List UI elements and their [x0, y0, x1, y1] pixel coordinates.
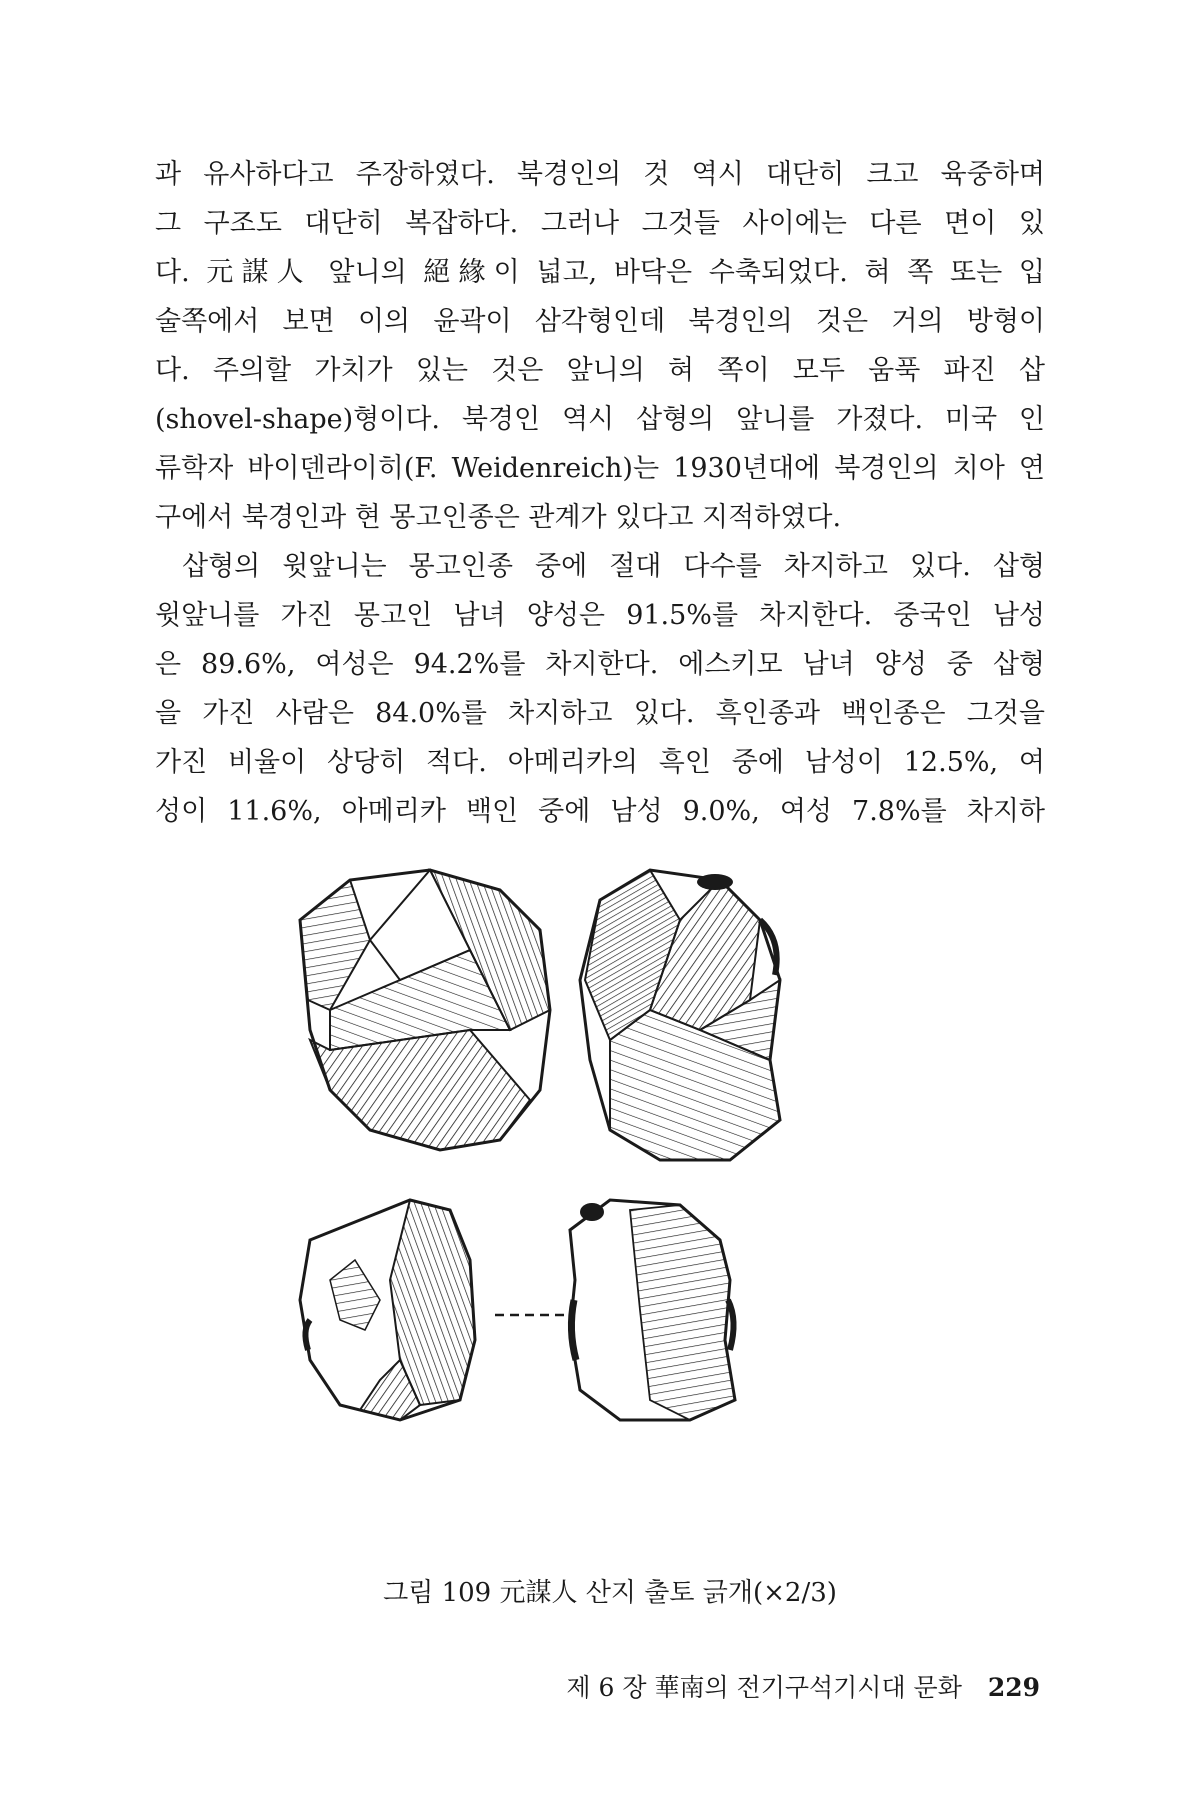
stone-view-bottom-right — [570, 1200, 735, 1420]
text-line: 삽형의 윗앞니는 몽고인종 중에 절대 다수를 차지하고 있다. 삽형 — [182, 551, 1045, 582]
text-line: 과 유사하다고 주장하였다. 북경인의 것 역시 대단히 크고 육중하며 — [155, 159, 1045, 190]
text-line: 구에서 북경인과 현 몽고인종은 관계가 있다고 지적하였다. — [155, 502, 842, 533]
text-line: 다. 주의할 가치가 있는 것은 앞니의 혀 쪽이 모두 움푹 파진 삽 — [155, 355, 1045, 386]
scraper-illustration — [270, 860, 1050, 1560]
body-text — [155, 150, 1045, 836]
page-number: 229 — [987, 1673, 1040, 1702]
text-line: 술쪽에서 보면 이의 윤곽이 삼각형인데 북경인의 것은 거의 방형이 — [155, 306, 1045, 337]
text-line: 은 89.6%, 여성은 94.2%를 차지한다. 에스키모 남녀 양성 중 삽형 — [155, 649, 1045, 680]
stone-view-top-right — [580, 870, 780, 1160]
stone-view-bottom-left — [300, 1200, 475, 1420]
paragraph-2 — [155, 542, 1045, 836]
paragraph-1 — [155, 150, 1045, 542]
page-footer — [566, 1668, 1040, 1704]
text-line: 다. 元謀人 앞니의 絕緣이 넓고, 바닥은 수축되었다. 혀 쪽 또는 입 — [155, 257, 1045, 288]
chapter-title: 제 6 장 華南의 전기구석기시대 문화 — [566, 1673, 962, 1702]
figure-caption: 그림 109 元謀人 산지 출토 긁개(×2/3) — [383, 1578, 837, 1608]
text-line: 류학자 바이덴라이히(F. Weidenreich)는 1930년대에 북경인의 치아 연 — [155, 453, 1045, 484]
text-line: 을 가진 사람은 84.0%를 차지하고 있다. 흑인종과 백인종은 그것을 — [155, 698, 1045, 729]
text-line: 성이 11.6%, 아메리카 백인 중에 남성 9.0%, 여성 7.8%를 차지하 — [155, 796, 1045, 827]
text-line: 그 구조도 대단히 복잡하다. 그러나 그것들 사이에는 다른 면이 있 — [155, 208, 1045, 239]
stone-view-top-left — [300, 870, 550, 1150]
text-line: 윗앞니를 가진 몽고인 남녀 양성은 91.5%를 차지한다. 중국인 남성 — [155, 600, 1045, 631]
text-line: 가진 비율이 상당히 적다. 아메리카의 흑인 중에 남성이 12.5%, 여 — [155, 747, 1045, 778]
text-line: (shovel-shape)형이다. 북경인 역시 삽형의 앞니를 가졌다. 미국 인 — [155, 404, 1045, 435]
